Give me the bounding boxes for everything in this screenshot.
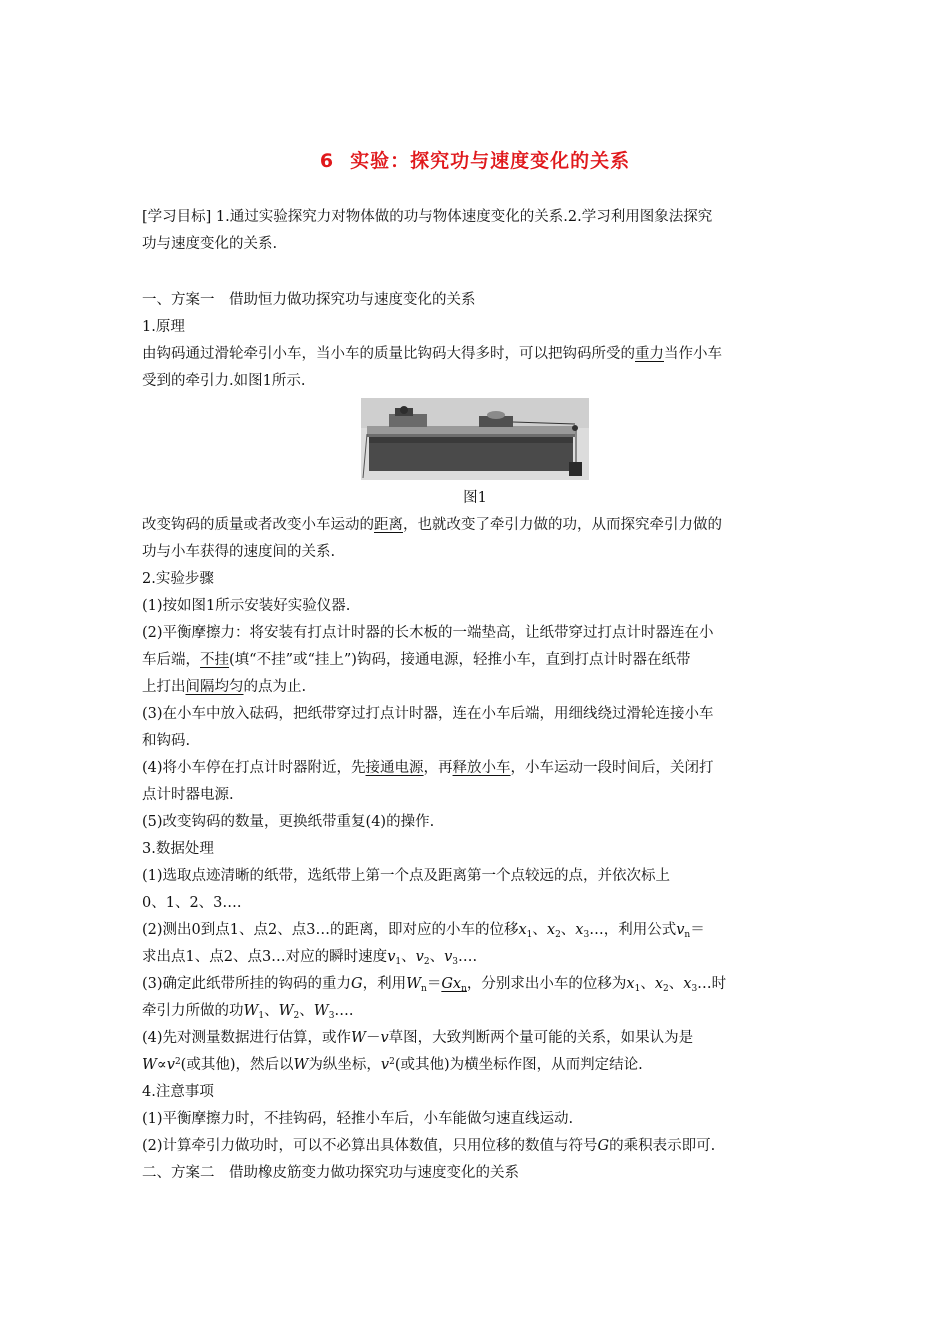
objective-line-1: [学习目标] 1.通过实验探究力对物体做的功与物体速度变化的关系.2.学习利用图象法探究 <box>142 209 713 225</box>
principle-line-3: 改变钩码的质量或者改变小车运动的距离，也就改变了牵引力做的功，从而探究牵引力做的 <box>142 517 722 533</box>
title-number: 6 <box>319 150 335 172</box>
step-2-line-1: (2)平衡摩擦力：将安装有打点计时器的长木板的一端垫高，让纸带穿过打点计时器连在小 <box>142 625 714 641</box>
step-4-line-1: (4)将小车停在打点计时器附近，先接通电源，再释放小车，小车运动一段时间后，关闭打 <box>142 760 714 776</box>
answer-release-cart: 释放小车 <box>452 760 511 776</box>
figure-1-caption: 图1 <box>463 490 487 506</box>
page-title <box>0 146 950 173</box>
step-2-line-2: 车后端，不挂(填“不挂”或“挂上”)钩码，接通电源，轻推小车，直到打点计时器在纸带 <box>142 652 691 668</box>
answer-even-spacing: 间隔均匀 <box>185 679 244 695</box>
principle-line-1: 由钩码通过滑轮牵引小车，当小车的质量比钩码大得多时，可以把钩码所受的重力当作小车 <box>142 346 722 362</box>
step-2-line-3: 上打出间隔均匀的点为止. <box>142 679 307 695</box>
objective-line-2: 功与速度变化的关系. <box>142 236 278 252</box>
step-4-line-2: 点计时器电源. <box>142 787 234 803</box>
answer-not-hang: 不挂 <box>200 652 229 668</box>
dp-1-line-1: (1)选取点迹清晰的纸带，选纸带上第一个点及距离第一个点较远的点，并依次标上 <box>142 868 671 884</box>
steps-heading: 2.实验步骤 <box>142 571 214 587</box>
answer-gravity: 重力 <box>635 346 664 362</box>
dp-3-line-1: (3)确定此纸带所挂的钩码的重力G，利用$W_n=Gx_n$，分别求出小车的位移为$x_1$、$x_2$、$x_3\dots$时 <box>142 976 727 994</box>
note-2: (2)计算牵引力做功时，可以不必算出具体数值，只用位移的数值与符号G的乘积表示即可. <box>142 1138 716 1154</box>
step-3-line-1: (3)在小车中放入砝码，把纸带穿过打点计时器，连在小车后端，用细线绕过滑轮连接小车 <box>142 706 714 722</box>
dp-4-line-1: (4)先对测量数据进行估算，或作W－v草图，大致判断两个量可能的关系，如果认为是 <box>142 1030 694 1046</box>
answer-work-formula: $Gx_n$ <box>441 976 467 994</box>
dp-2-line-2: 求出点1、点2、点3…对应的瞬时速度$v_1$、$v_2$、$v_3\dots$. <box>142 949 478 967</box>
figure-1-apparatus-image <box>361 398 589 480</box>
note-1: (1)平衡摩擦力时，不挂钩码，轻推小车后，小车能做匀速直线运动. <box>142 1111 574 1127</box>
answer-power-on: 接通电源 <box>365 760 424 776</box>
dp-2-line-1: (2)测出0到点1、点2、点3…的距离，即对应的小车的位移$x_1$、$x_2$、$x_3\dots$，利用公式$v_n=$ <box>142 922 705 940</box>
dp-1-line-2: 0、1、2、3…. <box>142 895 242 911</box>
step-1: (1)按如图1所示安装好实验仪器. <box>142 598 351 614</box>
title-text: 实验：探究功与速度变化的关系 <box>350 150 631 172</box>
principle-heading: 1.原理 <box>142 319 185 335</box>
notes-heading: 4.注意事项 <box>142 1084 214 1100</box>
section-2-heading: 二、方案二 借助橡皮筋变力做功探究功与速度变化的关系 <box>142 1165 519 1181</box>
section-1-heading: 一、方案一 借助恒力做功探究功与速度变化的关系 <box>142 292 476 308</box>
principle-line-2: 受到的牵引力.如图1所示. <box>142 373 306 389</box>
data-processing-heading: 3.数据处理 <box>142 841 214 857</box>
step-5: (5)改变钩码的数量，更换纸带重复(4)的操作. <box>142 814 435 830</box>
dp-4-line-2: $W\propto v^2$(或其他)，然后以W为纵坐标，$v^2$(或其他)为横坐标作图，从而判定结论. <box>142 1057 643 1073</box>
step-3-line-2: 和钩码. <box>142 733 191 749</box>
dp-3-line-2: 牵引力所做的功$W_1$、$W_2$、$W_3\dots$. <box>142 1003 354 1021</box>
principle-line-4: 功与小车获得的速度间的关系. <box>142 544 336 560</box>
answer-distance: 距离 <box>374 517 403 533</box>
